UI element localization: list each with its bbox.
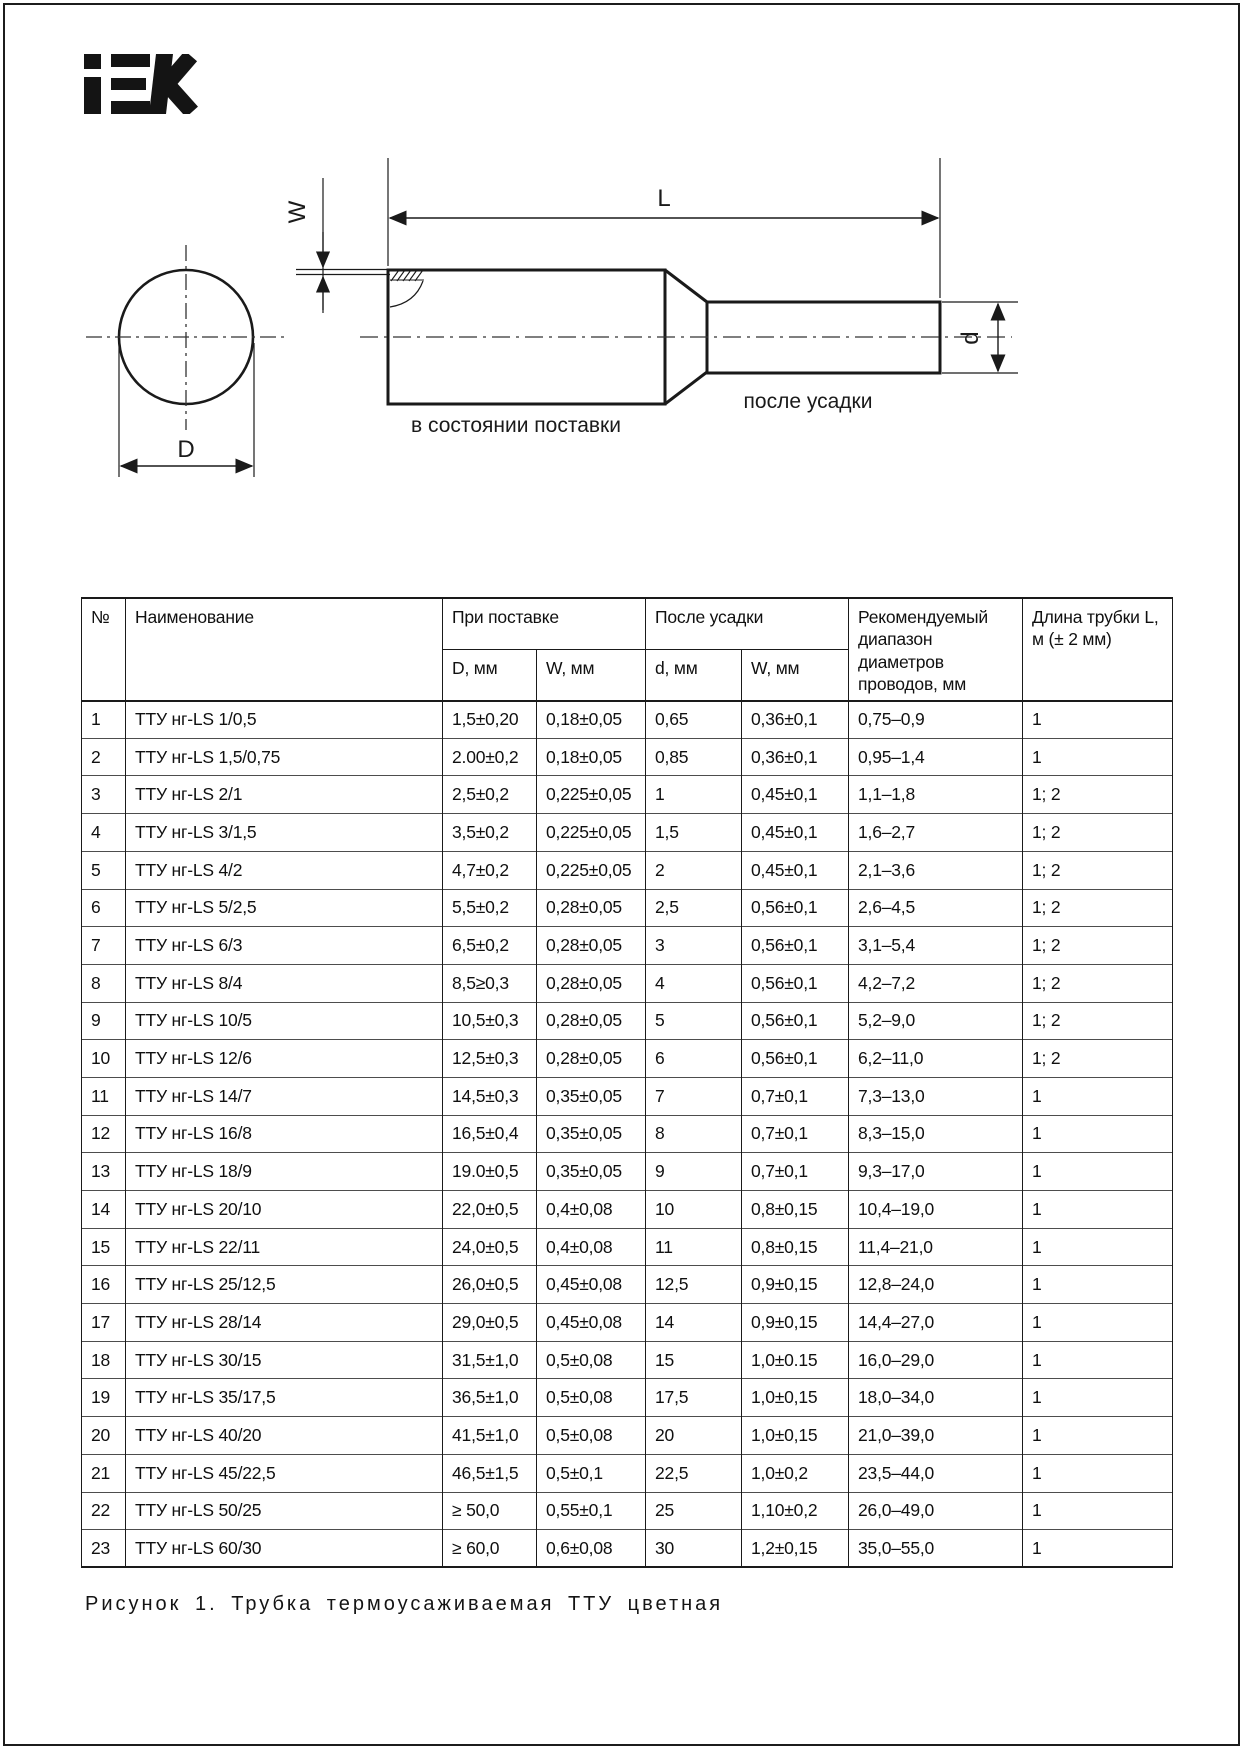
table-cell: 1 [1023,1077,1173,1115]
table-row [82,1454,1173,1492]
table-cell: ТТУ нг-LS 6/3 [126,927,443,965]
table-cell: 0,45±0,1 [742,776,849,814]
table-cell: 35,0–55,0 [849,1530,1023,1568]
table-cell: 0,28±0,05 [537,964,646,1002]
table-cell: 4,7±0,2 [443,851,537,889]
table-cell: ТТУ нг-LS 1,5/0,75 [126,738,443,776]
table-cell: ТТУ нг-LS 5/2,5 [126,889,443,927]
table-cell: 9 [82,1002,126,1040]
table-cell: 8 [82,964,126,1002]
header-name: Наименование [126,598,443,701]
table-cell: 23 [82,1530,126,1568]
table-cell: 36,5±1,0 [443,1379,537,1417]
table-cell: 2,5±0,2 [443,776,537,814]
table-cell: 0,85 [646,738,742,776]
table-cell: 1,2±0,15 [742,1530,849,1568]
table-cell: ТТУ нг-LS 22/11 [126,1228,443,1266]
table-cell: ТТУ нг-LS 50/25 [126,1492,443,1530]
table-cell: 1; 2 [1023,1002,1173,1040]
table-cell: ТТУ нг-LS 28/14 [126,1304,443,1342]
table-cell: 1; 2 [1023,964,1173,1002]
table-cell: 15 [82,1228,126,1266]
table-row [82,701,1173,739]
table-cell: 6 [646,1040,742,1078]
table-cell: 0,5±0,08 [537,1379,646,1417]
table-cell: 1; 2 [1023,814,1173,852]
table-cell: 23,5–44,0 [849,1454,1023,1492]
table-cell: 17 [82,1304,126,1342]
table-cell: ТТУ нг-LS 35/17,5 [126,1379,443,1417]
table-cell: 20 [82,1417,126,1455]
table-cell: 0,28±0,05 [537,1040,646,1078]
table-cell: 12,8–24,0 [849,1266,1023,1304]
table-cell: 0,4±0,08 [537,1191,646,1229]
table-cell: 2,6–4,5 [849,889,1023,927]
table-cell: 18 [82,1341,126,1379]
table-row [82,1115,1173,1153]
table-cell: 12,5 [646,1266,742,1304]
table-cell: 0,35±0,05 [537,1115,646,1153]
table-cell: 1,6–2,7 [849,814,1023,852]
table-cell: 1 [1023,1341,1173,1379]
table-cell: 0,56±0,1 [742,889,849,927]
table-row [82,889,1173,927]
table-cell: 26,0±0,5 [443,1266,537,1304]
table-cell: 0,56±0,1 [742,964,849,1002]
iek-logo-glyphs [84,54,192,114]
table-cell: 19.0±0,5 [443,1153,537,1191]
table-cell: 19 [82,1379,126,1417]
table-cell: ≥ 60,0 [443,1530,537,1568]
table-cell: 0,7±0,1 [742,1153,849,1191]
table-cell: 3,1–5,4 [849,927,1023,965]
table-header [82,598,1173,701]
table-cell: 0,95–1,4 [849,738,1023,776]
table-row [82,927,1173,965]
header-W-mm: W, мм [537,649,646,700]
header-num: № [82,598,126,701]
dimension-d-label: d [957,331,984,345]
table-cell: 5 [646,1002,742,1040]
tube-taper-top [665,270,707,302]
table-cell: 14,5±0,3 [443,1077,537,1115]
table-cell: 6,2–11,0 [849,1040,1023,1078]
table-cell: 8,5≥0,3 [443,964,537,1002]
tube-spec-table [81,597,1173,1568]
table-cell: 5,5±0,2 [443,889,537,927]
table-row [82,1040,1173,1078]
table-cell: 0,9±0,15 [742,1304,849,1342]
table-cell: 0,45±0,1 [742,851,849,889]
table-cell: ТТУ нг-LS 16/8 [126,1115,443,1153]
table-cell: 21,0–39,0 [849,1417,1023,1455]
table-cell: 0,45±0,08 [537,1304,646,1342]
table-cell: 30 [646,1530,742,1568]
table-cell: 29,0±0,5 [443,1304,537,1342]
table-row [82,1417,1173,1455]
table-cell: 15 [646,1341,742,1379]
table-cell: 0,225±0,05 [537,851,646,889]
header-length: Длина трубки L, м (± 2 мм) [1023,598,1173,701]
table-cell: 1; 2 [1023,776,1173,814]
table-cell: 7 [82,927,126,965]
label-shrunk-state: после усадки [743,390,873,413]
table-cell: 2.00±0,2 [443,738,537,776]
table-cell: 7,3–13,0 [849,1077,1023,1115]
table-cell: ТТУ нг-LS 14/7 [126,1077,443,1115]
table-cell: 11 [646,1228,742,1266]
table-cell: 7 [646,1077,742,1115]
table-cell: 1,10±0,2 [742,1492,849,1530]
table-cell: ТТУ нг-LS 45/22,5 [126,1454,443,1492]
table-cell: ТТУ нг-LS 60/30 [126,1530,443,1568]
table-cell: ТТУ нг-LS 4/2 [126,851,443,889]
wall-hatch-marks [390,270,424,281]
iek-logo [84,54,200,114]
table-cell: 1,0±0,15 [742,1417,849,1455]
table-cell: 0,55±0,1 [537,1492,646,1530]
table-cell: 0,8±0,15 [742,1191,849,1229]
table-cell: 1 [1023,1492,1173,1530]
table-cell: 0,35±0,05 [537,1153,646,1191]
table-cell: 0,65 [646,701,742,739]
table-cell: 0,45±0,08 [537,1266,646,1304]
table-row [82,1228,1173,1266]
table-cell: ТТУ нг-LS 40/20 [126,1417,443,1455]
table-cell: 31,5±1,0 [443,1341,537,1379]
table-cell: 1 [1023,701,1173,739]
table-cell: 5,2–9,0 [849,1002,1023,1040]
table-cell: ТТУ нг-LS 1/0,5 [126,701,443,739]
table-row [82,851,1173,889]
table-cell: 0,45±0,1 [742,814,849,852]
table-row [82,814,1173,852]
table-cell: ТТУ нг-LS 10/5 [126,1002,443,1040]
table-cell: 1 [646,776,742,814]
table-row [82,1002,1173,1040]
table-cell: 0,56±0,1 [742,927,849,965]
table-cell: 1 [1023,1191,1173,1229]
table-cell: 14 [646,1304,742,1342]
table-row [82,776,1173,814]
table-cell: 8,3–15,0 [849,1115,1023,1153]
table-cell: 10 [82,1040,126,1078]
table-cell: 1,5±0,20 [443,701,537,739]
table-cell: 9,3–17,0 [849,1153,1023,1191]
header-delivery-group: При поставке [443,598,646,649]
table-cell: 0,8±0,15 [742,1228,849,1266]
table-cell: 5 [82,851,126,889]
header-shrink-group: После усадки [646,598,849,649]
table-cell: 1 [1023,1454,1173,1492]
table-cell: 16,0–29,0 [849,1341,1023,1379]
table-cell: 0,225±0,05 [537,776,646,814]
table-cell: 0,36±0,1 [742,738,849,776]
table-row [82,1530,1173,1568]
table-cell: 1 [1023,1530,1173,1568]
table-cell: ТТУ нг-LS 8/4 [126,964,443,1002]
table-cell: 11,4–21,0 [849,1228,1023,1266]
table-cell: 0,5±0,1 [537,1454,646,1492]
table-cell: 8 [646,1115,742,1153]
table-cell: 4,2–7,2 [849,964,1023,1002]
table-cell: 1,1–1,8 [849,776,1023,814]
tube-taper-bottom [665,372,707,404]
tube-technical-drawing [60,140,1040,488]
table-row [82,1077,1173,1115]
table-cell: 11 [82,1077,126,1115]
table-cell: 0,28±0,05 [537,1002,646,1040]
table-cell: 13 [82,1153,126,1191]
table-cell: 1 [1023,1379,1173,1417]
table-cell: 1,5 [646,814,742,852]
dimension-W-label: W [284,200,311,224]
table-row [82,1266,1173,1304]
table-cell: 1; 2 [1023,851,1173,889]
table-row [82,964,1173,1002]
wall-leader-curve [390,281,423,307]
table-cell: ТТУ нг-LS 30/15 [126,1341,443,1379]
table-cell: 0,28±0,05 [537,927,646,965]
header-W2-mm: W, мм [742,649,849,700]
table-cell: 0,75–0,9 [849,701,1023,739]
table-cell: 9 [646,1153,742,1191]
table-cell: 41,5±1,0 [443,1417,537,1455]
table-cell: 1 [82,701,126,739]
table-cell: 1,0±0,15 [742,1379,849,1417]
table-cell: 1 [1023,1304,1173,1342]
table-cell: 1,0±0,2 [742,1454,849,1492]
table-cell: ТТУ нг-LS 18/9 [126,1153,443,1191]
table-cell: 16 [82,1266,126,1304]
table-cell: 1 [1023,738,1173,776]
table-cell: ТТУ нг-LS 3/1,5 [126,814,443,852]
table-body [82,701,1173,1568]
table-cell: 1; 2 [1023,1040,1173,1078]
table-cell: 10 [646,1191,742,1229]
table-cell: 0,35±0,05 [537,1077,646,1115]
table-cell: 0,56±0,1 [742,1002,849,1040]
table-cell: 14 [82,1191,126,1229]
table-row [82,1191,1173,1229]
dimension-L-label: L [657,185,671,212]
table-cell: 22,0±0,5 [443,1191,537,1229]
table-cell: ТТУ нг-LS 20/10 [126,1191,443,1229]
table-cell: 12,5±0,3 [443,1040,537,1078]
table-cell: 10,5±0,3 [443,1002,537,1040]
table-cell: 16,5±0,4 [443,1115,537,1153]
table-cell: 0,7±0,1 [742,1115,849,1153]
table-cell: 17,5 [646,1379,742,1417]
table-cell: 0,36±0,1 [742,701,849,739]
table-row [82,738,1173,776]
table-cell: 2 [646,851,742,889]
table-cell: 20 [646,1417,742,1455]
table-cell: 4 [646,964,742,1002]
table-cell: 12 [82,1115,126,1153]
table-cell: 1 [1023,1153,1173,1191]
table-cell: 6,5±0,2 [443,927,537,965]
table-cell: 22 [82,1492,126,1530]
table-cell: 0,56±0,1 [742,1040,849,1078]
label-delivered-state: в состоянии поставки [411,414,621,437]
table-cell: 1 [1023,1115,1173,1153]
table-cell: 1 [1023,1266,1173,1304]
table-cell: 0,4±0,08 [537,1228,646,1266]
table-cell: 24,0±0,5 [443,1228,537,1266]
table-cell: 3,5±0,2 [443,814,537,852]
figure-caption: Рисунок 1. Трубка термоусаживаемая ТТУ цветная [85,1593,724,1615]
table-cell: ТТУ нг-LS 12/6 [126,1040,443,1078]
table-cell: 0,5±0,08 [537,1341,646,1379]
table-cell: 2 [82,738,126,776]
table-cell: 3 [646,927,742,965]
table-cell: 0,225±0,05 [537,814,646,852]
dimension-D-label: D [177,436,195,463]
table-cell: 1 [1023,1228,1173,1266]
table-row [82,1379,1173,1417]
table-cell: 1 [1023,1417,1173,1455]
table-cell: 4 [82,814,126,852]
table-cell: 0,18±0,05 [537,701,646,739]
table-cell: 21 [82,1454,126,1492]
table-cell: 22,5 [646,1454,742,1492]
table-cell: 0,28±0,05 [537,889,646,927]
table-cell: 10,4–19,0 [849,1191,1023,1229]
table-cell: ТТУ нг-LS 2/1 [126,776,443,814]
table-cell: 0,5±0,08 [537,1417,646,1455]
table-cell: 0,6±0,08 [537,1530,646,1568]
table-cell: 0,7±0,1 [742,1077,849,1115]
table-cell: 0,9±0,15 [742,1266,849,1304]
table-cell: 18,0–34,0 [849,1379,1023,1417]
header-d-mm: d, мм [646,649,742,700]
table-cell: 14,4–27,0 [849,1304,1023,1342]
table-row [82,1492,1173,1530]
table-cell: 2,5 [646,889,742,927]
table-cell: 1,0±0.15 [742,1341,849,1379]
table-cell: 25 [646,1492,742,1530]
table-cell: 0,18±0,05 [537,738,646,776]
table-cell: 1; 2 [1023,927,1173,965]
table-cell: ТТУ нг-LS 25/12,5 [126,1266,443,1304]
header-wire-range: Рекомендуемый диапазон диаметров проводов, мм [849,598,1023,701]
table-cell: 2,1–3,6 [849,851,1023,889]
table-cell: 26,0–49,0 [849,1492,1023,1530]
table-cell: 46,5±1,5 [443,1454,537,1492]
table-row [82,1304,1173,1342]
table-cell: 6 [82,889,126,927]
header-D-mm: D, мм [443,649,537,700]
table-cell: 1; 2 [1023,889,1173,927]
table-row [82,1341,1173,1379]
table-cell: 3 [82,776,126,814]
table-cell: ≥ 50,0 [443,1492,537,1530]
table-row [82,1153,1173,1191]
